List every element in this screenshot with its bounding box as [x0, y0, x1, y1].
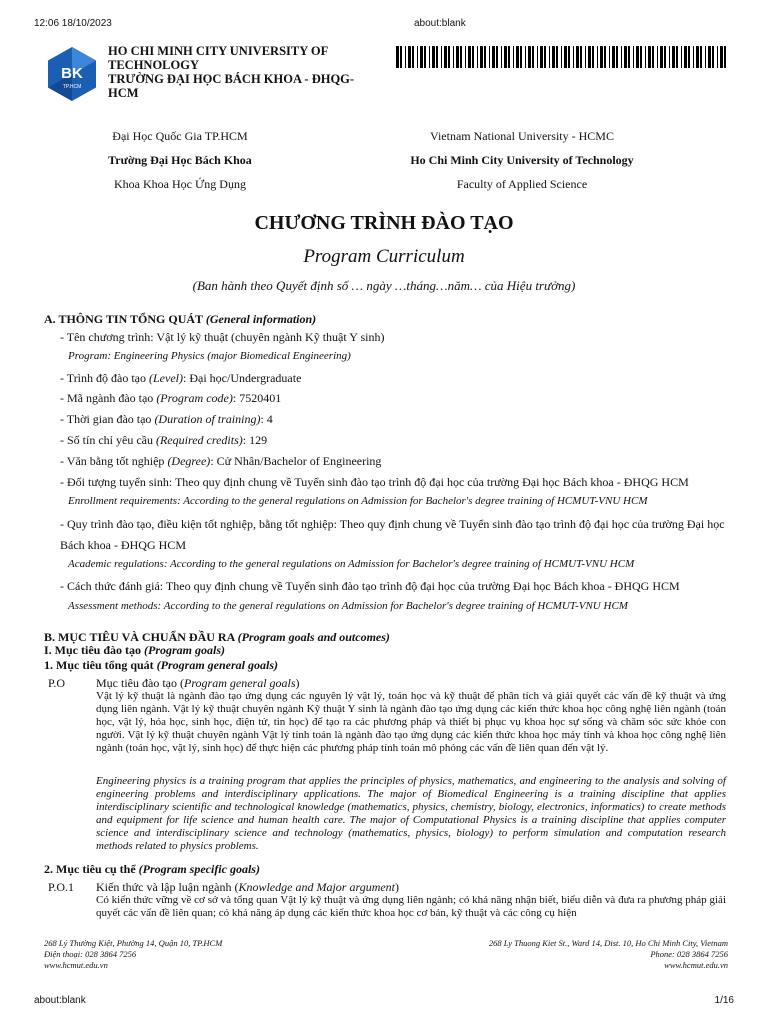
footer-phone-en: Phone: 028 3864 7256: [650, 949, 728, 959]
print-url-bottom: about:blank: [34, 995, 86, 1006]
info-item-en: Assessment methods: According to the general regulations on Admission for Bachelor's degree training of HCMUT-VNU HCM: [68, 600, 628, 612]
info-item: - Số tín chỉ yêu cầu (Required credits): 129: [60, 433, 268, 447]
barcode: [396, 46, 728, 68]
left-line-3: Khoa Khoa Học Ứng Dụng: [114, 177, 246, 191]
document-subtitle: Program Curriculum: [303, 246, 465, 267]
info-item: - Đối tượng tuyển sinh: Theo quy định chung về Tuyển sinh đào tạo trình độ đại học của trường Đại học Bách khoa - ĐHQG HCM: [60, 475, 689, 489]
footer-website-left[interactable]: www.hcmut.edu.vn: [44, 960, 108, 970]
print-page-number: 1/16: [714, 995, 734, 1006]
left-line-1: Đại Học Quốc Gia TP.HCM: [112, 129, 248, 143]
info-item-en: Academic regulations: According to the general regulations on Admission for Bachelor's degree training of HCMUT-VNU HCM: [68, 558, 635, 570]
logo-text: BK: [61, 65, 83, 82]
logo-subtext: TP.HCM: [62, 84, 82, 90]
po-code: P.O: [48, 676, 66, 690]
university-logo: [44, 46, 100, 102]
info-item: - Quy trình đào tạo, điều kiện tốt nghiệp, bằng tốt nghiệp: Theo quy định chung về Tuyển sinh đào tạo trình độ đại học của trường Đại học: [60, 517, 725, 531]
po-description-en: Engineering physics is a training program that applies the principles of physics, mathematics, and engineering to the analysis and solving of engineering problems and interdisciplinary applications. The major of Biomedical Engineering is a training discipline that applies interdisciplinary scientific and technological knowledge (mathematics, physics, chemistry, biology, electronics, informatics) to create methods and equipment for life science and human health care. The major of Computational Physics is a training discipline that applies computer science and interdisciplinary science and technology (mathematics, physics, biology) to perform simulation and computation research methods related to physics problems.: [96, 775, 726, 852]
university-name-en: HO CHI MINH CITY UNIVERSITY OF TECHNOLOGY: [108, 44, 328, 72]
section-b-sub3: 2. Mục tiêu cụ thể (Program specific goals): [44, 862, 260, 876]
info-item: - Mã ngành đào tạo (Program code): 7520401: [60, 391, 282, 405]
po1-description-vi: Có kiến thức vững về cơ sở và tổng quan Vật lý kỹ thuật và ứng dụng liên ngành; có khả năng nhận biết, biểu diễn và đưa ra phương pháp giải quyết các vấn đề liên quan; có khả năng áp dụng các kiến thức khoa học cơ bản, kỹ thuật và các công cụ hiện: [96, 894, 726, 919]
info-item-continued: Bách khoa - ĐHQG HCM: [60, 538, 186, 552]
info-item: - Tên chương trình: Vật lý kỹ thuật (chuyên ngành Kỹ thuật Y sinh): [60, 330, 385, 344]
section-b-sub1: I. Mục tiêu đào tạo (Program goals): [44, 643, 225, 657]
print-url-top: about:blank: [414, 18, 466, 29]
footer-address-vi: 268 Lý Thường Kiệt, Phường 14, Quận 10, TP.HCM: [44, 938, 223, 948]
footer-website-right[interactable]: www.hcmut.edu.vn: [664, 960, 728, 970]
info-item-en: Enrollment requirements: According to the general regulations on Admission for Bachelor's degree training of HCMUT-VNU HCM: [68, 495, 648, 507]
footer-right: [489, 938, 728, 971]
left-line-2: Trường Đại Học Bách Khoa: [108, 153, 252, 167]
po1-title: Kiến thức và lập luận ngành (Knowledge and Major argument): [96, 880, 400, 894]
section-b-heading: B. MỤC TIÊU VÀ CHUẨN ĐẦU RA (Program goals and outcomes): [44, 630, 390, 644]
footer-phone-vi: Điện thoại: 028 3864 7256: [44, 949, 137, 959]
info-item-en: Program: Engineering Physics (major Biomedical Engineering): [68, 350, 351, 362]
right-line-2: Ho Chi Minh City University of Technology: [410, 153, 634, 167]
right-line-3: Faculty of Applied Science: [456, 177, 588, 191]
info-item: - Cách thức đánh giá: Theo quy định chung về Tuyển sinh đào tạo trình độ đại học của trường Đại học Bách khoa - ĐHQG HCM: [60, 579, 680, 593]
po-title: Mục tiêu đào tạo (Program general goals): [96, 676, 300, 690]
footer-left: [44, 938, 222, 971]
info-item: - Văn bằng tốt nghiệp (Degree): Cử Nhân/Bachelor of Engineering: [60, 454, 382, 468]
info-item: - Trình độ đào tạo (Level): Đại học/Undergraduate: [60, 371, 302, 385]
po1-code: P.O.1: [48, 880, 75, 894]
university-name: [108, 44, 358, 100]
issuer-right-column: [392, 124, 652, 196]
print-datetime: 12:06 18/10/2023: [34, 18, 112, 29]
document-title: CHƯƠNG TRÌNH ĐÀO TẠO: [254, 212, 514, 234]
info-item: - Thời gian đào tạo (Duration of training): 4: [60, 412, 273, 426]
footer-address-en: 268 Ly Thuong Kiet St., Ward 14, Dist. 10, Ho Chi Minh City, Vietnam: [488, 938, 728, 948]
university-name-vi: TRƯỜNG ĐẠI HỌC BÁCH KHOA - ĐHQG-HCM: [108, 72, 355, 100]
issuance-note: (Ban hành theo Quyết định số … ngày …tháng…năm… của Hiệu trưởng): [192, 278, 576, 293]
section-b-sub2: 1. Mục tiêu tổng quát (Program general goals): [44, 658, 279, 672]
section-a-heading-vi: A. THÔNG TIN TỔNG QUÁT: [44, 312, 203, 326]
right-line-1: Vietnam National University - HCMC: [430, 129, 614, 143]
section-a-heading: [44, 312, 316, 327]
po-description-vi: Vật lý kỹ thuật là ngành đào tạo ứng dụng các nguyên lý vật lý, toán học và kỹ thuật để phân tích và giải quyết các vấn đề kỹ thuật và ứng dụng liên ngành. Vật lý kỹ thuật chuyên ngành Kỹ thuật Y sinh là ngành đào tạo ứng dụng các kiến thức khoa học công nghệ liên ngành (toán học, vật lý, hóa học, sinh học, điện tử, tin học) để tạo ra các phương pháp và thiết bị phục vụ khoa học sự sống và chăm sóc sức khỏe con người. Vật lý kỹ thuật chuyên ngành Vật lý tính toán là ngành đào tạo ứng dụng các kiến thức khoa học máy tính và khoa học công nghệ liên ngành (toán học, vật lý, sinh học) để thực hiện các phương pháp tính toán mô phỏng các vấn đề liên quan đến vật lý.: [96, 690, 726, 754]
issuer-left-column: [60, 124, 300, 196]
section-a-heading-en: (General information): [205, 312, 317, 326]
